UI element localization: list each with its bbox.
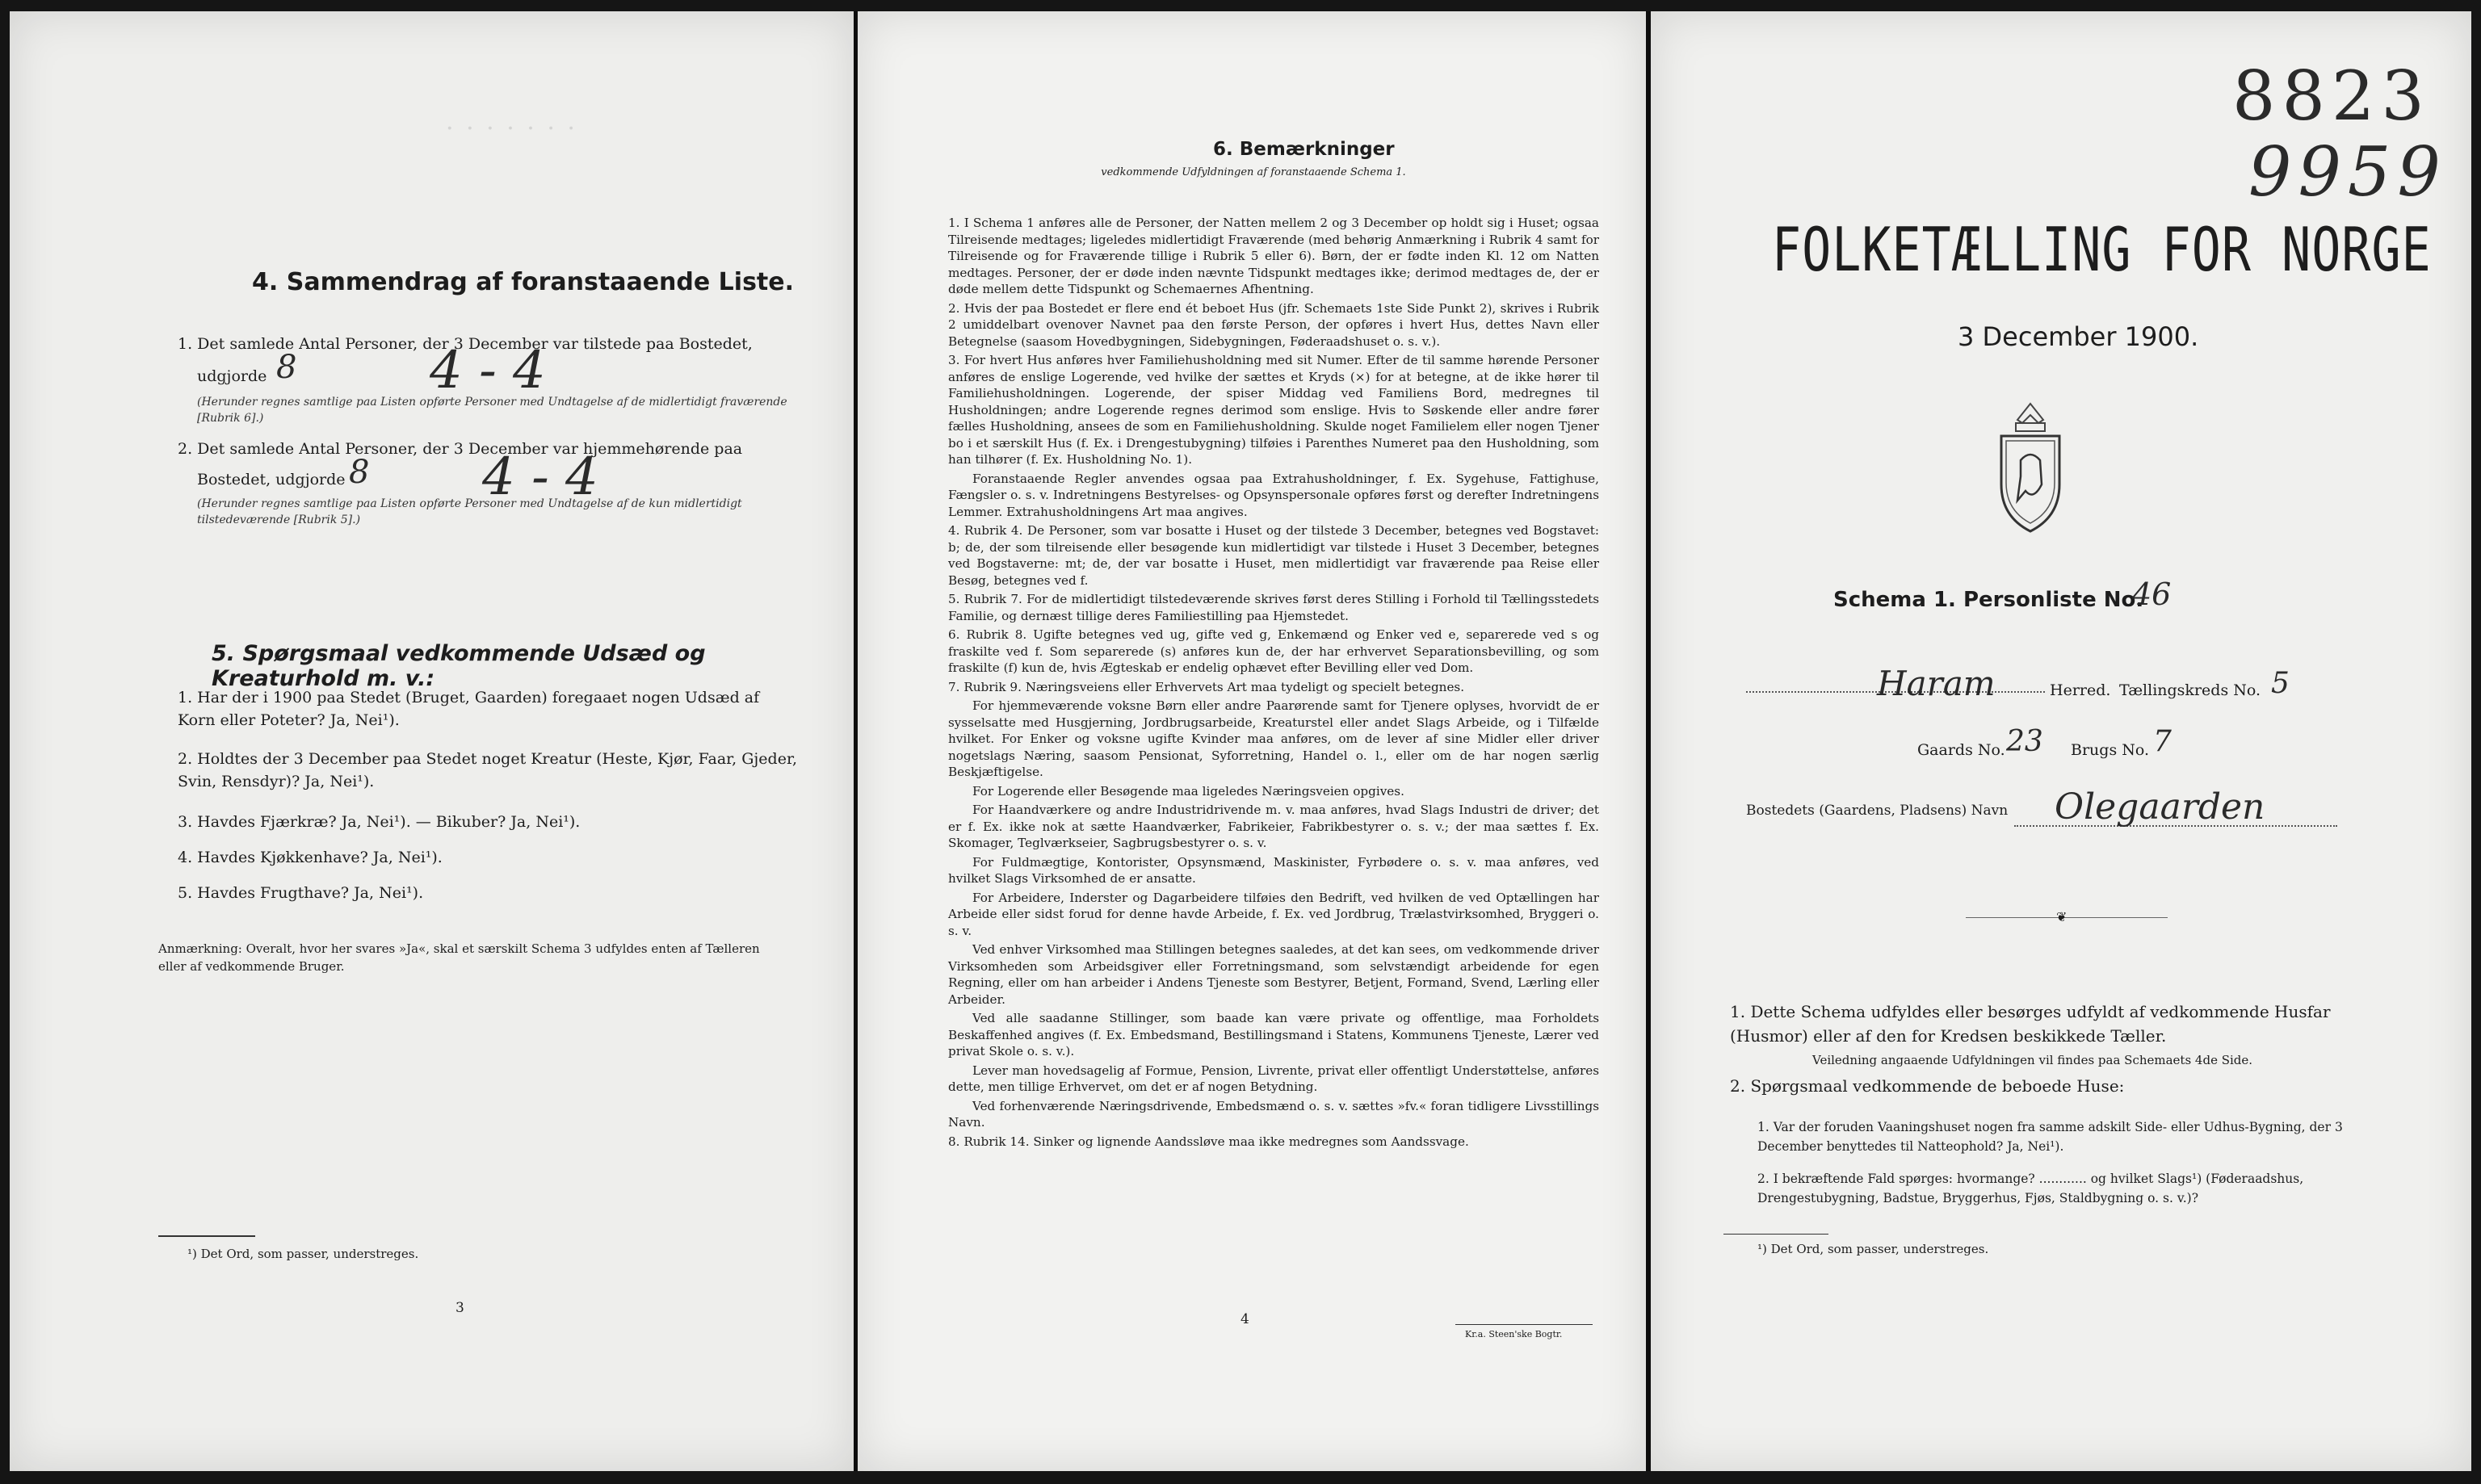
footnote: ¹) Det Ord, som passer, understreges. bbox=[1757, 1242, 1989, 1256]
remark-paragraph: Ved enhver Virksomhed maa Stillingen betegnes saaledes, at det kan sees, om vedkommende driver Virksomheden som Arbeidsgiver eller Forretningsmand, som selvstændigt arbeidende for egen Regning, eller om han arbeider i Andens Tjeneste som Bestyrer, Betjent, Formand, Svend, Lærling eller Arbeider. bbox=[948, 942, 1599, 1007]
instruction-2-1: 1. Var der foruden Vaaningshuset nogen fra samme adskilt Side- eller Udhus-Bygning, der 3 December benyttedes til Natteophold? Ja, Nei¹). bbox=[1757, 1120, 2343, 1154]
page-number: 4 bbox=[1240, 1311, 1249, 1327]
printer-rule bbox=[1455, 1324, 1593, 1325]
item1-note: (Herunder regnes samtlige paa Listen opførte Personer med Undtagelse af de midlertidigt fraværende [Rubrik 6].) bbox=[197, 396, 787, 425]
question-5: 5. Havdes Frugthave? Ja, Nei¹). bbox=[178, 884, 424, 902]
item2-hand: 4 - 4 bbox=[482, 447, 598, 507]
printer-credit: Kr.a. Steen'ske Bogtr. bbox=[1465, 1329, 1563, 1339]
remark-paragraph: For Arbeidere, Inderster og Dagarbeidere tilføies den Bedrift, ved hvilken de ved Optællingen har Arbeide eller sidst forud for denne havde Arbeide, f. Ex. ved Jordbrug, Trælastvirksomhed, Bryggeri o. s. v. bbox=[948, 890, 1599, 938]
item1-hand: 4 - 4 bbox=[430, 341, 546, 400]
bleed-through-text: · · · · · · · bbox=[446, 115, 577, 143]
remarks-paragraphs bbox=[948, 215, 1599, 1152]
remark-paragraph: 1. I Schema 1 anføres alle de Personer, der Natten mellem 2 og 3 December op holdt sig i Huset; ogsaa Tilreisende medtages; ligeledes midlertidigt Fraværende (med behørig Anmærkning i Rubrik 4 samt for Tilreisende og for Fraværende tillige i Rubrik 5 eller 6). Børn, der er fødte inden Kl. 12 om Natten medtages. Personer, der er døde inden nævnte Tidspunkt medtages ikke; derimod medtages de, der er døde mellem dette Tidspunkt og Schemaernes Afhentning. bbox=[948, 216, 1599, 296]
remark-paragraph: For Fuldmægtige, Kontorister, Opsynsmænd, Maskinister, Fyrbødere o. s. v. maa anføres, ved hvilket Slags Virksomhed de er ansatte. bbox=[948, 854, 1599, 886]
herred-label: Herred. bbox=[2050, 681, 2111, 699]
remark: Anmærkning: Overalt, hvor her svares »Ja«, skal et særskilt Schema 3 udfyldes enten af Tælleren eller af vedkommende Bruger. bbox=[158, 941, 760, 974]
brugs-number: 7 bbox=[2153, 725, 2172, 758]
schema-label: Schema 1. Personliste No. bbox=[1833, 588, 2144, 612]
bosted-label: Bostedets (Gaardens, Pladsens) Navn bbox=[1746, 803, 2009, 819]
right-page bbox=[1651, 11, 2471, 1471]
kreds-number: 5 bbox=[2271, 667, 2290, 700]
remark-paragraph: For Haandværkere og andre Industridrivende m. v. maa anføres, hvad Slags Industri de driver; det er f. Ex. ikke nok at sætte Haandværker, Fabrikeier, Fabrikbestyrer o. s. v.; der maa sættes f. Ex. Skomager, Teglværkseier, Sagbrugsbestyrer o. s. v. bbox=[948, 803, 1599, 850]
divider-ornament-icon: ❦ bbox=[2056, 909, 2068, 924]
item2-text: 2. Det samlede Antal Personer, der 3 December var hjemmehørende paa bbox=[178, 440, 743, 458]
remark-paragraph: For Logerende eller Besøgende maa ligeledes Næringsveien opgives. bbox=[972, 783, 1404, 799]
remark-paragraph: 5. Rubrik 7. For de midlertidigt tilstedeværende skrives først deres Stilling i Forhold til Tællingsstedets Familie, og dernæst tillige deres Familiestilling paa Hjemstedet. bbox=[948, 592, 1599, 623]
page-number: 3 bbox=[455, 1300, 464, 1316]
item1-text: 1. Det samlede Antal Personer, der 3 December var tilstede paa Bostedet, bbox=[178, 335, 753, 353]
remarks-title: 6. Bemærkninger bbox=[1213, 139, 1395, 160]
remark-paragraph: 4. Rubrik 4. De Personer, som var bosatte i Huset og der tilstede 3 December, betegnes ved Bogstavet: b; de, der som tilreisende eller besøgende kun midlertidigt var tilstede i Huset 3 December, betegnes ved Bogstaverne: mt; de, der var bosatte i Huset, men midlertidigt var fraværende paa Reise eller Besøg, betegnes ved f. bbox=[948, 523, 1599, 588]
question-3: 3. Havdes Fjærkræ? Ja, Nei¹). — Bikuber? Ja, Nei¹). bbox=[178, 813, 581, 831]
footnote-rule bbox=[158, 1235, 255, 1237]
coat-of-arms-icon bbox=[1993, 396, 2068, 541]
gaard-label: Gaards No. bbox=[1917, 741, 2005, 759]
archive-number-1: 8823 bbox=[2232, 57, 2431, 136]
date: 3 December 1900. bbox=[1958, 321, 2199, 352]
section5-title: 5. Spørgsmaal vedkommende Udsæd og Kreaturhold m. v.: bbox=[212, 641, 706, 691]
remark-paragraph: Lever man hovedsagelig af Formue, Pension, Livrente, privat eller offentligt Understøttelse, anføres dette, men tillige Erhvervet, om det er af nogen Betydning. bbox=[948, 1063, 1599, 1094]
remark-paragraph: 2. Hvis der paa Bostedet er flere end ét beboet Hus (jfr. Schemaets 1ste Side Punkt 2), skrives i Rubrik 2 umiddelbart ovenover Navnet paa den første Person, der opføres i hvert Hus, dettes Navn eller Betegnelse (saasom Hovedbygningen, Sidebygningen, Føderaadshuset o. s. v.). bbox=[948, 300, 1599, 349]
left-page bbox=[10, 11, 854, 1471]
remark-paragraph: 3. For hvert Hus anføres hver Familiehusholdning med sit Numer. Efter de til samme hørende Personer anføres de enslige Logerende, ved hvilke der sættes et Kryds (×) for at betegne, at de ikke hører til Familiehusholdningen. Logerende, der spiser Middag ved Familiens Bord, medregnes til Husholdningen; andre Logerende regnes derimod som enslige. Hvis to Søskende eller andre fører fælles Husholdning, ansees de som en Familiehusholdning. Skulde noget Familielem eller nogen Tjener bo i et særskilt Hus (f. Ex. i Drengestubygning) tilføies i Parenthes Numeret paa den Husholdning, som han tilhører (f. Ex. Husholdning No. 1). bbox=[948, 353, 1599, 467]
remarks-subtitle: vedkommende Udfyldningen af foranstaaende Schema 1. bbox=[1101, 166, 1406, 178]
remark-paragraph: For hjemmeværende voksne Børn eller andre Paarørende samt for Tjenere oplyses, hvorvidt de er sysselsatte med Husgjerning, Jordbrugsarbeide, Kreaturstel eller andet Slags Arbeide, og i Tilfælde hvilket. For Enker og voksne ugifte Kvinder maa anføres, om de lever af sine Midler eller driver nogetslags Næring, saasom Pensionat, Syforretning, Handel o. l., eller om de har nogen særlig Beskjæftigelse. bbox=[948, 698, 1599, 779]
middle-page bbox=[858, 11, 1646, 1471]
item2-note: (Herunder regnes samtlige paa Listen opførte Personer med Undtagelse af de kun midlertidigt tilstedeværende [Rubrik 5].) bbox=[197, 497, 742, 526]
remark-paragraph: Foranstaaende Regler anvendes ogsaa paa Extrahusholdninger, f. Ex. Sygehuse, Fattighuse, Fængsler o. s. v. Indretningens Bestyrelses- og Opsynspersonale opføres først og derefter Indretningens Lemmer. Extrahusholdningens Art maa angives. bbox=[948, 471, 1599, 519]
instruction-2-2: 2. I bekræftende Fald spørges: hvormange? ............ og hvilket Slags¹) (Føderaadshus, Drengestubygning, Badstue, Bryggerhus, Fjøs, Staldbygning o. s. v.)? bbox=[1757, 1172, 2304, 1205]
question-4: 4. Havdes Kjøkkenhave? Ja, Nei¹). bbox=[178, 849, 443, 866]
item1-value: 8 bbox=[276, 349, 297, 386]
instruction-1-sub: Veiledning angaaende Udfyldningen vil findes paa Schemaets 4de Side. bbox=[1812, 1053, 2253, 1067]
remark-paragraph: 6. Rubrik 8. Ugifte betegnes ved ug, gifte ved g, Enkemænd og Enker ved e, separerede ved s og fraskilte ved f. Som separerede (s) anføres kun de, der har erhvervet Separationsbevilling, og som fraskilte (f) kun de, hvis Ægteskab er endelig ophævet efter Bevilling eller ved Dom. bbox=[948, 627, 1599, 675]
footnote: ¹) Det Ord, som passer, understreges. bbox=[187, 1247, 419, 1261]
remark-paragraph: 8. Rubrik 14. Sinker og lignende Aandssløve maa ikke medregnes som Aandssvage. bbox=[948, 1134, 1469, 1149]
item2-label: Bostedet, udgjorde bbox=[197, 471, 346, 488]
question-2: 2. Holdtes der 3 December paa Stedet noget Kreatur (Heste, Kjør, Faar, Gjeder, Svin, Rensdyr)? Ja, Nei¹). bbox=[178, 750, 797, 790]
instruction-2: 2. Spørgsmaal vedkommende de beboede Huse: bbox=[1730, 1076, 2125, 1096]
footnote-rule bbox=[1723, 1234, 1828, 1235]
instruction-1: 1. Dette Schema udfyldes eller besørges udfyldt af vedkommende Husfar (Husmor) eller af den for Kredsen beskikkede Tæller. bbox=[1730, 1002, 2331, 1046]
schema-number: 46 bbox=[2132, 576, 2172, 612]
section4-title: 4. Sammendrag af foranstaaende Liste. bbox=[252, 268, 795, 296]
brugs-label: Brugs No. bbox=[2071, 741, 2150, 759]
archive-number-2: 9959 bbox=[2248, 132, 2447, 212]
herred-value: Haram bbox=[1877, 664, 1996, 703]
kreds-label: Tællingskreds No. bbox=[2119, 681, 2261, 699]
remark-paragraph: 7. Rubrik 9. Næringsveiens eller Erhvervets Art maa tydeligt og specielt betegnes. bbox=[948, 679, 1465, 694]
gaard-number: 23 bbox=[2006, 725, 2043, 758]
item2-value: 8 bbox=[349, 454, 370, 491]
item1-label: udgjorde bbox=[197, 367, 267, 385]
main-title: FOLKETÆLLING FOR NORGE bbox=[1772, 215, 2432, 286]
bosted-value: Olegaarden bbox=[2055, 786, 2265, 828]
remark-paragraph: Ved forhenværende Næringsdrivende, Embedsmænd o. s. v. sættes »fv.« foran tidligere Livsstillings Navn. bbox=[948, 1098, 1599, 1130]
remark-paragraph: Ved alle saadanne Stillinger, som baade kan være private og offentlige, maa Forholdets Beskaffenhed angives (f. Ex. Embedsmand, Bestillingsmand i Statens, Kommunens Tjeneste, Lærer ved privat Skole o. s. v.). bbox=[948, 1011, 1599, 1059]
question-1: 1. Har der i 1900 paa Stedet (Bruget, Gaarden) foregaaet nogen Udsæd af Korn eller Poteter? Ja, Nei¹). bbox=[178, 689, 760, 729]
